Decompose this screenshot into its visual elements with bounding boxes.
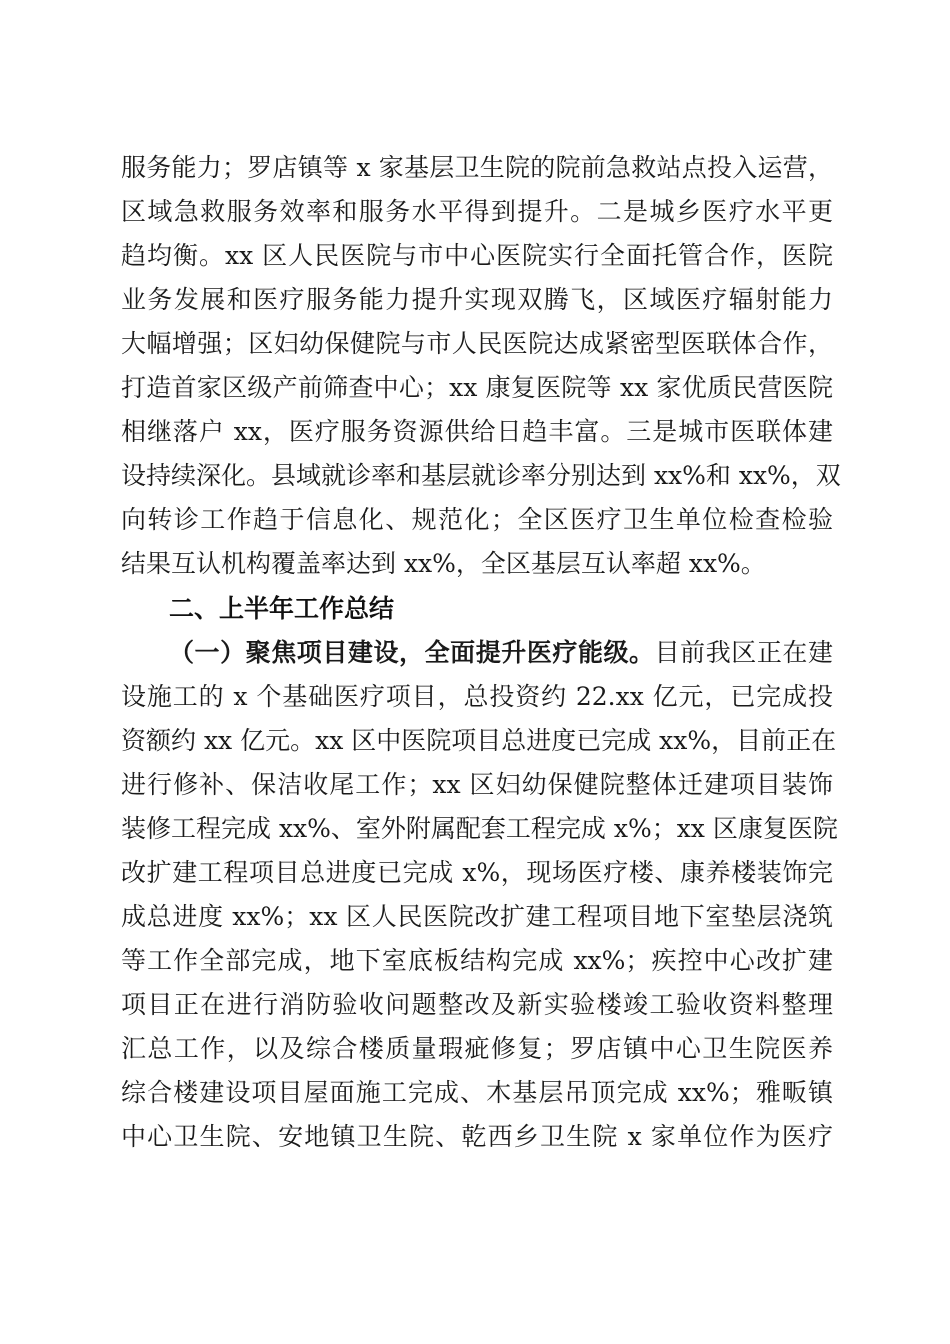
paragraph-line: 向转诊工作趋于信息化、规范化；全区医疗卫生单位检查检验 bbox=[121, 505, 833, 534]
paragraph-line: 装修工程完成 xx%、室外附属配套工程完成 x%；xx 区康复医院 bbox=[121, 814, 838, 843]
paragraph-line: 业务发展和医疗服务能力提升实现双腾飞，区域医疗辐射能力 bbox=[121, 285, 833, 314]
paragraph-line: 趋均衡。xx 区人民医院与市中心医院实行全面托管合作，医院 bbox=[121, 241, 833, 270]
paragraph-line: 成总进度 xx%；xx 区人民医院改扩建工程项目地下室垫层浇筑 bbox=[121, 902, 833, 931]
paragraph-line: 打造首家区级产前筛查中心；xx 康复医院等 xx 家优质民营医院 bbox=[121, 373, 833, 402]
paragraph-line: 服务能力；罗店镇等 x 家基层卫生院的院前急救站点投入运营， bbox=[121, 153, 833, 182]
subsection-first-line bbox=[169, 631, 833, 675]
paragraph-line: 区域急救服务效率和服务水平得到提升。二是城乡医疗水平更 bbox=[121, 197, 833, 226]
paragraph-line: 改扩建工程项目总进度已完成 x%，现场医疗楼、康养楼装饰完 bbox=[121, 858, 833, 887]
paragraph-line: 大幅增强；区妇幼保健院与市人民医院达成紧密型医联体合作， bbox=[121, 329, 833, 358]
paragraph-line: 项目正在进行消防验收问题整改及新实验楼竣工验收资料整理 bbox=[121, 990, 833, 1019]
paragraph-line: 综合楼建设项目屋面施工完成、木基层吊顶完成 xx%；雅畈镇 bbox=[121, 1078, 833, 1107]
paragraph-line: 中心卫生院、安地镇卫生院、乾西乡卫生院 x 家单位作为医疗 bbox=[121, 1122, 833, 1151]
subsection-first-line-text: 目前我区正在建 bbox=[654, 638, 833, 667]
paragraph-line: 相继落户 xx，医疗服务资源供给日趋丰富。三是城市医联体建 bbox=[121, 417, 833, 446]
paragraph-line: 等工作全部完成，地下室底板结构完成 xx%；疾控中心改扩建 bbox=[121, 946, 833, 975]
paragraph-line: 结果互认机构覆盖率达到 xx%，全区基层互认率超 xx%。 bbox=[121, 549, 766, 578]
paragraph-line: 资额约 xx 亿元。xx 区中医院项目总进度已完成 xx%，目前正在 bbox=[121, 726, 837, 755]
paragraph-line: 进行修补、保洁收尾工作；xx 区妇幼保健院整体迁建项目装饰 bbox=[121, 770, 833, 799]
subsection-heading: （一）聚焦项目建设，全面提升医疗能级。 bbox=[169, 638, 655, 667]
paragraph-line: 设施工的 x 个基础医疗项目，总投资约 22.xx 亿元，已完成投 bbox=[121, 682, 833, 711]
section-heading: 二、上半年工作总结 bbox=[169, 594, 395, 623]
paragraph-line: 汇总工作，以及综合楼质量瑕疵修复；罗店镇中心卫生院医养 bbox=[121, 1034, 833, 1063]
paragraph-line: 设持续深化。县域就诊率和基层就诊率分别达到 xx%和 xx%，双 bbox=[121, 461, 841, 490]
